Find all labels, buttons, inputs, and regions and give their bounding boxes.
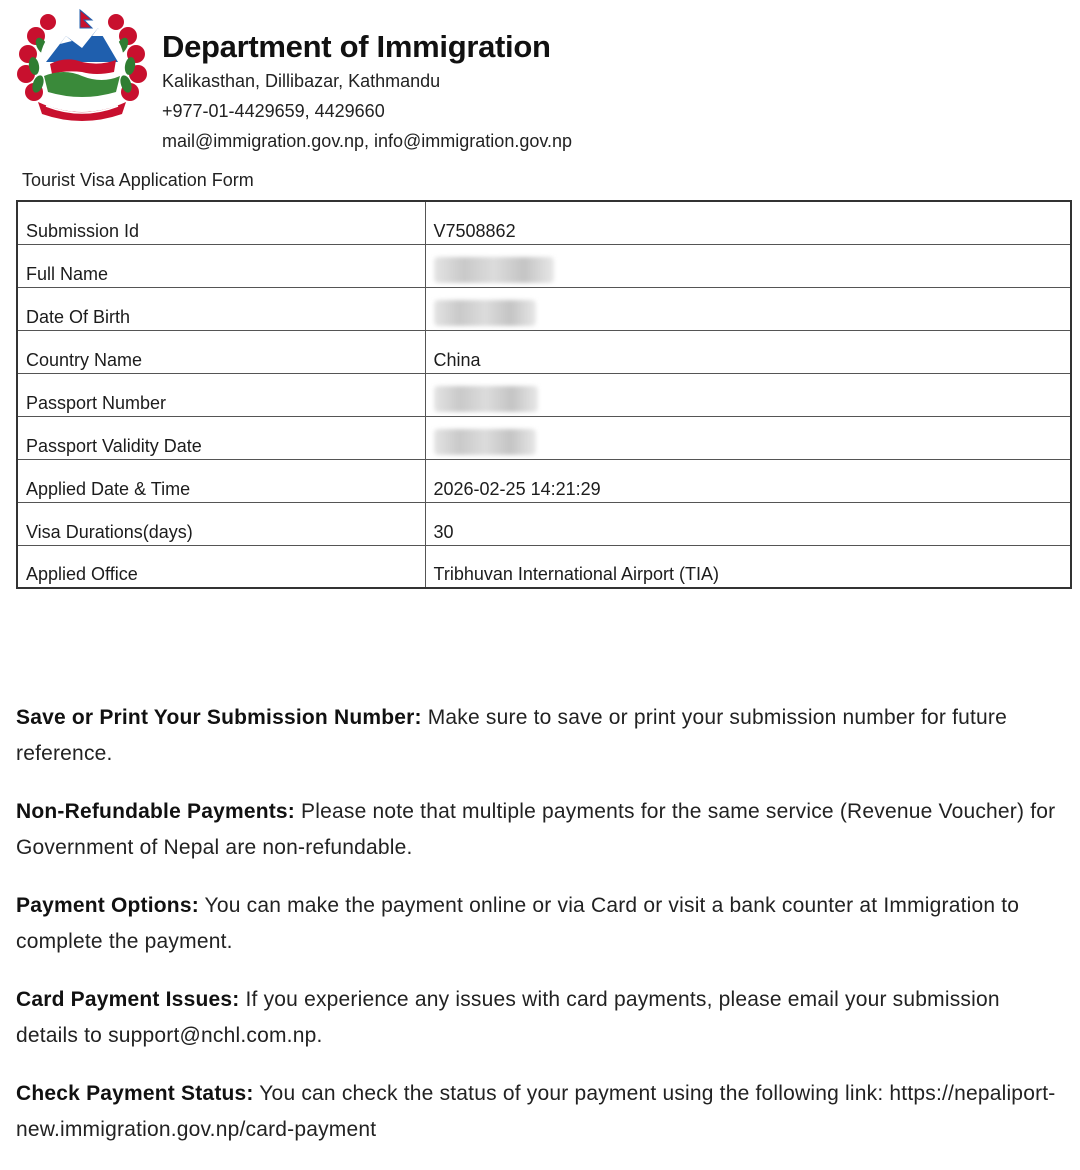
nepal-emblem-icon xyxy=(16,6,148,122)
note-heading: Card Payment Issues: xyxy=(16,988,240,1011)
row-label: Applied Date & Time xyxy=(17,459,425,502)
org-email: mail@immigration.gov.np, info@immigration.gov.np xyxy=(162,131,573,151)
note-non-refundable xyxy=(16,794,1056,866)
note-payment-status xyxy=(16,1076,1056,1148)
note-payment-options xyxy=(16,888,1056,960)
note-text: You can check the status of your payment using the following link: https://nepaliport-new.immigration.gov.np/card-payment xyxy=(16,1082,1056,1141)
row-label: Passport Validity Date xyxy=(17,416,425,459)
redaction-blur xyxy=(434,429,536,455)
note-heading: Non-Refundable Payments: xyxy=(16,800,295,823)
org-info xyxy=(162,28,572,156)
table-row xyxy=(17,545,1071,588)
row-value-redacted xyxy=(425,244,1071,287)
table-row xyxy=(17,287,1071,330)
row-value-redacted xyxy=(425,416,1071,459)
form-title: Tourist Visa Application Form xyxy=(22,170,254,190)
table-row xyxy=(17,502,1071,545)
table-row xyxy=(17,416,1071,459)
document-header xyxy=(16,6,1066,156)
table-row xyxy=(17,459,1071,502)
row-value: Tribhuvan International Airport (TIA) xyxy=(425,545,1071,588)
table-row xyxy=(17,244,1071,287)
row-label: Country Name xyxy=(17,330,425,373)
org-address: Kalikasthan, Dillibazar, Kathmandu xyxy=(162,71,441,91)
row-label: Passport Number xyxy=(17,373,425,416)
org-name: Department of Immigration xyxy=(162,29,551,64)
row-value-redacted xyxy=(425,287,1071,330)
row-value: China xyxy=(425,330,1071,373)
row-label: Full Name xyxy=(17,244,425,287)
note-card-issues xyxy=(16,982,1056,1054)
redaction-blur xyxy=(434,300,536,326)
instructions-section xyxy=(16,700,1056,1170)
row-value-redacted xyxy=(425,373,1071,416)
note-heading: Payment Options: xyxy=(16,894,199,917)
redaction-blur xyxy=(434,386,538,412)
row-value: 2026-02-25 14:21:29 xyxy=(425,459,1071,502)
row-label: Visa Durations(days) xyxy=(17,502,425,545)
note-text: Please note that multiple payments for the same service (Revenue Voucher) for Government of Nepal are non-refundable. xyxy=(16,800,1056,859)
row-label: Date Of Birth xyxy=(17,287,425,330)
note-heading: Save or Print Your Submission Number: xyxy=(16,706,422,729)
org-phone: +977-01-4429659, 4429660 xyxy=(162,101,385,121)
note-text: If you experience any issues with card payments, please email your submission details to support@nchl.com.np. xyxy=(16,988,1000,1047)
row-value: 30 xyxy=(425,502,1071,545)
row-label: Submission Id xyxy=(17,201,425,244)
note-text: Make sure to save or print your submission number for future reference. xyxy=(16,706,1007,765)
note-heading: Check Payment Status: xyxy=(16,1082,254,1105)
redaction-blur xyxy=(434,257,554,283)
row-label: Applied Office xyxy=(17,545,425,588)
note-save-submission xyxy=(16,700,1056,772)
table-row xyxy=(17,201,1071,244)
row-value: V7508862 xyxy=(425,201,1071,244)
note-text: You can make the payment online or via Card or visit a bank counter at Immigration to complete the payment. xyxy=(16,894,1020,953)
table-row xyxy=(17,373,1071,416)
table-row xyxy=(17,330,1071,373)
submission-details-table xyxy=(16,200,1072,589)
